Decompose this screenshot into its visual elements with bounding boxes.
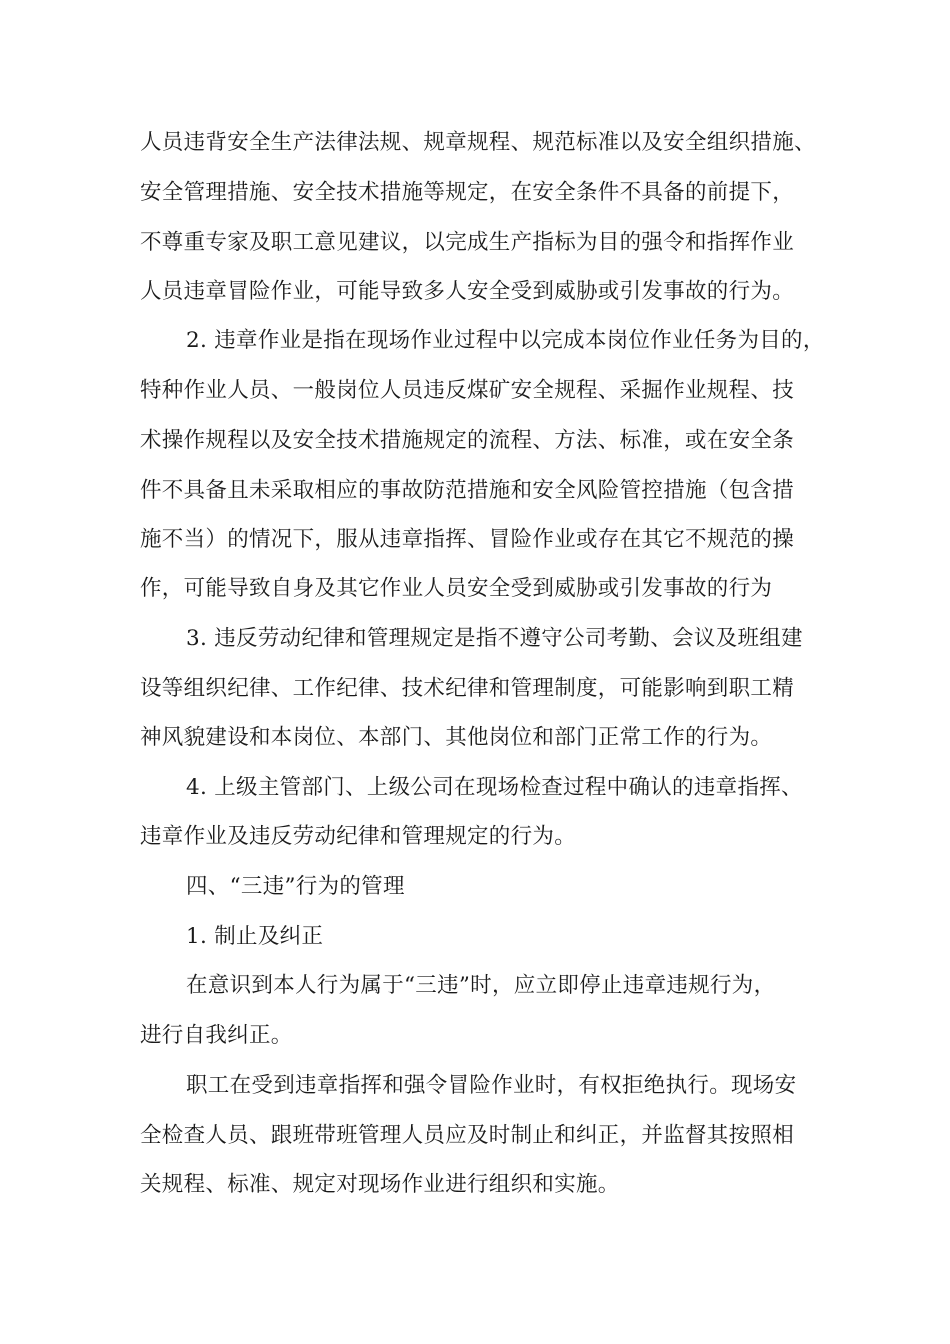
text-line: 设等组织纪律、工作纪律、技术纪律和管理制度，可能影响到职工精: [140, 676, 795, 701]
text-line: 施不当）的情况下，服从违章指挥、冒险作业或存在其它不规范的操: [140, 527, 795, 552]
paragraph-3-start: 3. 违反劳动纪律和管理规定是指不遵守公司考勤、会议及班组建: [186, 626, 803, 651]
paragraph-start: 职工在受到违章指挥和强令冒险作业时，有权拒绝执行。现场安: [186, 1073, 797, 1098]
text-line: 人员违章冒险作业，可能导致多人安全受到威胁或引发事故的行为。: [140, 279, 795, 304]
section-heading: 四、“三违”行为的管理: [186, 874, 405, 899]
text-line: 违章作业及违反劳动纪律和管理规定的行为。: [140, 824, 577, 849]
text-line: 神风貌建设和本岗位、本部门、其他岗位和部门正常工作的行为。: [140, 725, 773, 750]
text-line: 术操作规程以及安全技术措施规定的流程、方法、标准，或在安全条: [140, 428, 795, 453]
text-line: 不尊重专家及职工意见建议，以完成生产指标为目的强令和指挥作业: [140, 230, 795, 255]
paragraph-2-start: 2. 违章作业是指在现场作业过程中以完成本岗位作业任务为目的，: [186, 328, 825, 353]
text-line: 作，可能导致自身及其它作业人员安全受到威胁或引发事故的行为: [140, 576, 773, 601]
text-line: 关规程、标准、规定对现场作业进行组织和实施。: [140, 1172, 620, 1197]
text-line: 人员违背安全生产法律法规、规章规程、规范标准以及安全组织措施、: [140, 130, 816, 155]
text-line: 进行自我纠正。: [140, 1023, 293, 1048]
text-line: 特种作业人员、一般岗位人员违反煤矿安全规程、采掘作业规程、技: [140, 378, 795, 403]
text-line: 全检查人员、跟班带班管理人员应及时制止和纠正，并监督其按照相: [140, 1123, 795, 1148]
text-line: 安全管理措施、安全技术措施等规定，在安全条件不具备的前提下，: [140, 180, 795, 205]
paragraph-start: 在意识到本人行为属于“三违”时，应立即停止违章违规行为，: [186, 973, 776, 998]
paragraph-4-start: 4. 上级主管部门、上级公司在现场检查过程中确认的违章指挥、: [186, 775, 803, 800]
text-line: 件不具备且未采取相应的事故防范措施和安全风险管控措施（包含措: [140, 478, 795, 503]
subsection-heading: 1. 制止及纠正: [186, 924, 324, 949]
